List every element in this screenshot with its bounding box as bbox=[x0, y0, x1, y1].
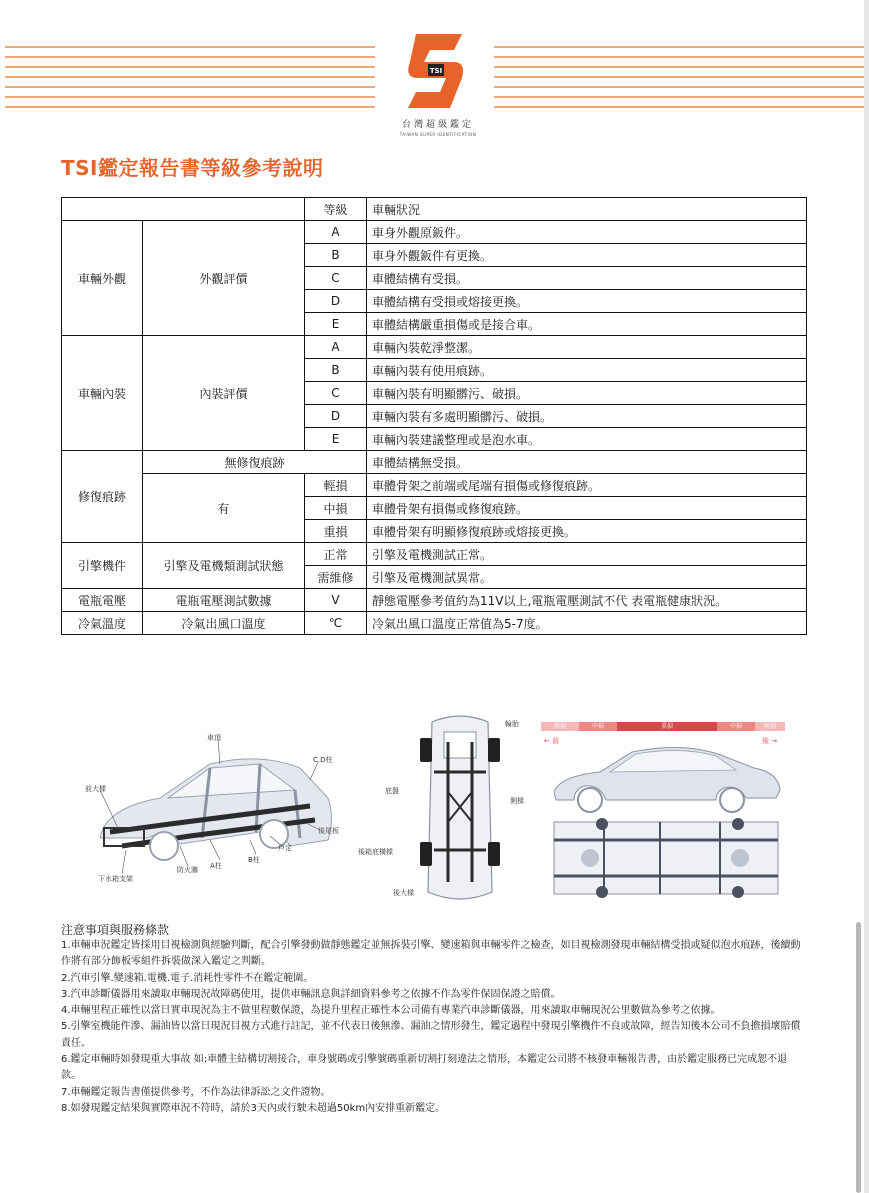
repair-none-label: 無修復痕跡 bbox=[143, 451, 367, 474]
grade-cell: 重損 bbox=[305, 520, 367, 543]
label-a-pillar: A柱 bbox=[210, 862, 222, 870]
logo-brand-en: TAIWAN SUPER IDENTIFICATION bbox=[399, 132, 477, 137]
note-item: 1.車輛車況鑑定皆採用目視檢測與經驗判斷，配合引擎發動做靜態鑑定並無拆裝引擎、變速箱與車輛零件之檢查，如目視檢測發現車輛結構受損或疑似泡水痕跡，後續動作將有部分飾板零組件拆裝做深入鑑定之判斷。 bbox=[61, 940, 801, 968]
label-chassis: 底盤 bbox=[385, 787, 399, 795]
grade-cell: B bbox=[305, 359, 367, 382]
table-row bbox=[62, 451, 807, 474]
label-firewall: 防火牆 bbox=[177, 866, 198, 874]
header-status: 車輛狀況 bbox=[367, 198, 807, 221]
grade-cell: E bbox=[305, 313, 367, 336]
grade-table bbox=[61, 197, 807, 635]
header-grade: 等級 bbox=[305, 198, 367, 221]
table-row bbox=[62, 336, 807, 359]
label-tire: 輪胎 bbox=[505, 720, 519, 728]
label-radiator-support: 下水箱支架 bbox=[98, 875, 133, 883]
page-edge bbox=[864, 0, 869, 1193]
desc-cell: 車輛內裝有明顯髒污、破損。 bbox=[367, 382, 807, 405]
desc-cell: 車體結構無受損。 bbox=[367, 451, 807, 474]
battery-category: 電瓶電壓 bbox=[62, 589, 143, 612]
desc-cell: 車體骨架有損傷或修復痕跡。 bbox=[367, 497, 807, 520]
logo-mark: TSI bbox=[429, 67, 443, 75]
grade-cell: 輕損 bbox=[305, 474, 367, 497]
grade-cell: 需維修 bbox=[305, 566, 367, 589]
grade-cell: V bbox=[305, 589, 367, 612]
label-front: ← 前 bbox=[544, 737, 560, 745]
note-item: 6.鑑定車輛時如發現重大事故 如:車體主結構切割接合，車身號碼或引擎號碼重新切割打刻違法之情形，本鑑定公司將不核發車輛報告書，由於鑑定服務已完成恕不退款。 bbox=[61, 1054, 788, 1082]
scrollbar[interactable] bbox=[856, 922, 861, 1193]
interior-sub: 內裝評價 bbox=[143, 336, 305, 451]
table-row bbox=[62, 543, 807, 566]
label-rear-panel: 後尾板 bbox=[318, 827, 339, 835]
zone-light-rear: 輕損 bbox=[755, 722, 785, 731]
car-structure-diagram bbox=[60, 728, 350, 888]
note-item: 5.引擎室機能件滲、漏油皆以當日現況目視方式進行註記，並不代表日後無滲、漏油之情形發生，鑑定過程中發現引擎機件不良或故障，經告知後本公司不負擔損壞賠償責任。 bbox=[61, 1021, 801, 1049]
grade-cell: 正常 bbox=[305, 543, 367, 566]
note-item: 2.汽車引擎.變速箱.電機.電子.消耗性零件不在鑑定範圍。 bbox=[61, 972, 314, 984]
battery-sub: 電瓶電壓測試數據 bbox=[143, 589, 305, 612]
table-header-row bbox=[62, 198, 807, 221]
desc-cell: 車身外觀原鈑件。 bbox=[367, 221, 807, 244]
grade-cell: A bbox=[305, 336, 367, 359]
note-item: 4.車輛里程正確性以當日實車現況為主不做里程數保證，為提升里程正確性本公司備有專業汽車診斷儀器，用來讀取車輛現況公里數做為參考之依據。 bbox=[61, 1005, 721, 1017]
zone-mid-front: 中損 bbox=[579, 722, 617, 731]
label-roof: 車頂 bbox=[207, 734, 221, 742]
zone-light-front: 輕損 bbox=[541, 722, 579, 731]
desc-cell: 車體結構有受損。 bbox=[367, 267, 807, 290]
table-row bbox=[62, 221, 807, 244]
header-blank bbox=[62, 198, 305, 221]
exterior-category: 車輛外觀 bbox=[62, 221, 143, 336]
note-item: 7.車輛鑑定報告書僅提供參考，不作為法律訴訟之文件證物。 bbox=[61, 1086, 331, 1098]
notes-list bbox=[61, 938, 806, 1117]
grade-cell: E bbox=[305, 428, 367, 451]
repair-category: 修復痕跡 bbox=[62, 451, 143, 543]
header-stripes-right bbox=[494, 46, 864, 114]
desc-cell: 車體骨架之前端或尾端有損傷或修復痕跡。 bbox=[367, 474, 807, 497]
desc-cell: 冷氣出風口溫度正常值為5-7度。 bbox=[367, 612, 807, 635]
label-rear-cross-beam: 後箱底橫樑 bbox=[358, 848, 393, 856]
note-item: 8.如發現鑑定結果與實際車況不符時，請於3天內或行駛未超過50km內安排重新鑑定。 bbox=[61, 1102, 446, 1114]
table-row bbox=[62, 589, 807, 612]
engine-sub: 引擎及電機類測試狀態 bbox=[143, 543, 305, 589]
grade-cell: 中損 bbox=[305, 497, 367, 520]
label-cd-pillar: C.D柱 bbox=[313, 756, 333, 764]
grade-cell: A bbox=[305, 221, 367, 244]
desc-cell: 車體結構有受損或熔接更換。 bbox=[367, 290, 807, 313]
desc-cell: 引擎及電機測試正常。 bbox=[367, 543, 807, 566]
repair-has-label: 有 bbox=[143, 474, 305, 543]
grade-cell: D bbox=[305, 290, 367, 313]
grade-cell: ℃ bbox=[305, 612, 367, 635]
label-rear-beam: 後大樑 bbox=[393, 889, 414, 897]
grade-cell: C bbox=[305, 382, 367, 405]
desc-cell: 引擎及電機測試異常。 bbox=[367, 566, 807, 589]
header-stripes-left bbox=[5, 46, 375, 114]
desc-cell: 靜態電壓參考值約為11V以上,電瓶電壓測試不代 表電瓶健康狀況。 bbox=[367, 589, 807, 612]
label-side-beam: 側樑 bbox=[510, 797, 524, 805]
exterior-sub: 外觀評價 bbox=[143, 221, 305, 336]
desc-cell: 車體骨架有明顯修復痕跡或熔接更換。 bbox=[367, 520, 807, 543]
label-door-sill: 戶定 bbox=[278, 844, 292, 852]
label-rear: 後 → bbox=[762, 737, 778, 745]
table-row bbox=[62, 612, 807, 635]
note-item: 3.汽車診斷儀器用來讀取車輛現況故障碼使用，提供車輛訊息與詳細資料參考之依據不作為零件保固保證之賠償。 bbox=[61, 988, 561, 1000]
aircon-sub: 冷氣出風口溫度 bbox=[143, 612, 305, 635]
desc-cell: 車輛內裝有多處明顯髒污、破損。 bbox=[367, 405, 807, 428]
label-front-beam: 前大樑 bbox=[85, 785, 106, 793]
grade-cell: C bbox=[305, 267, 367, 290]
zone-heavy: 重損 bbox=[617, 722, 717, 731]
damage-zone-diagram bbox=[540, 740, 788, 910]
grade-cell: D bbox=[305, 405, 367, 428]
desc-cell: 車輛內裝乾淨整潔。 bbox=[367, 336, 807, 359]
notes-title: 注意事項與服務條款 bbox=[61, 923, 170, 937]
table-row bbox=[62, 474, 807, 497]
desc-cell: 車身外觀鈑件有更換。 bbox=[367, 244, 807, 267]
engine-category: 引擎機件 bbox=[62, 543, 143, 589]
desc-cell: 車體結構嚴重損傷或是接合車。 bbox=[367, 313, 807, 336]
interior-category: 車輛內裝 bbox=[62, 336, 143, 451]
logo-brand-cn: 台灣超級鑑定 bbox=[401, 120, 474, 130]
zone-mid-rear: 中損 bbox=[717, 722, 755, 731]
aircon-category: 冷氣溫度 bbox=[62, 612, 143, 635]
grade-cell: B bbox=[305, 244, 367, 267]
page-title: TSI鑑定報告書等級參考說明 bbox=[61, 156, 324, 180]
chassis-diagram bbox=[410, 712, 510, 907]
desc-cell: 車輛內裝建議整理或是泡水車。 bbox=[367, 428, 807, 451]
label-b-pillar: B柱 bbox=[248, 856, 260, 864]
desc-cell: 車輛內裝有使用痕跡。 bbox=[367, 359, 807, 382]
